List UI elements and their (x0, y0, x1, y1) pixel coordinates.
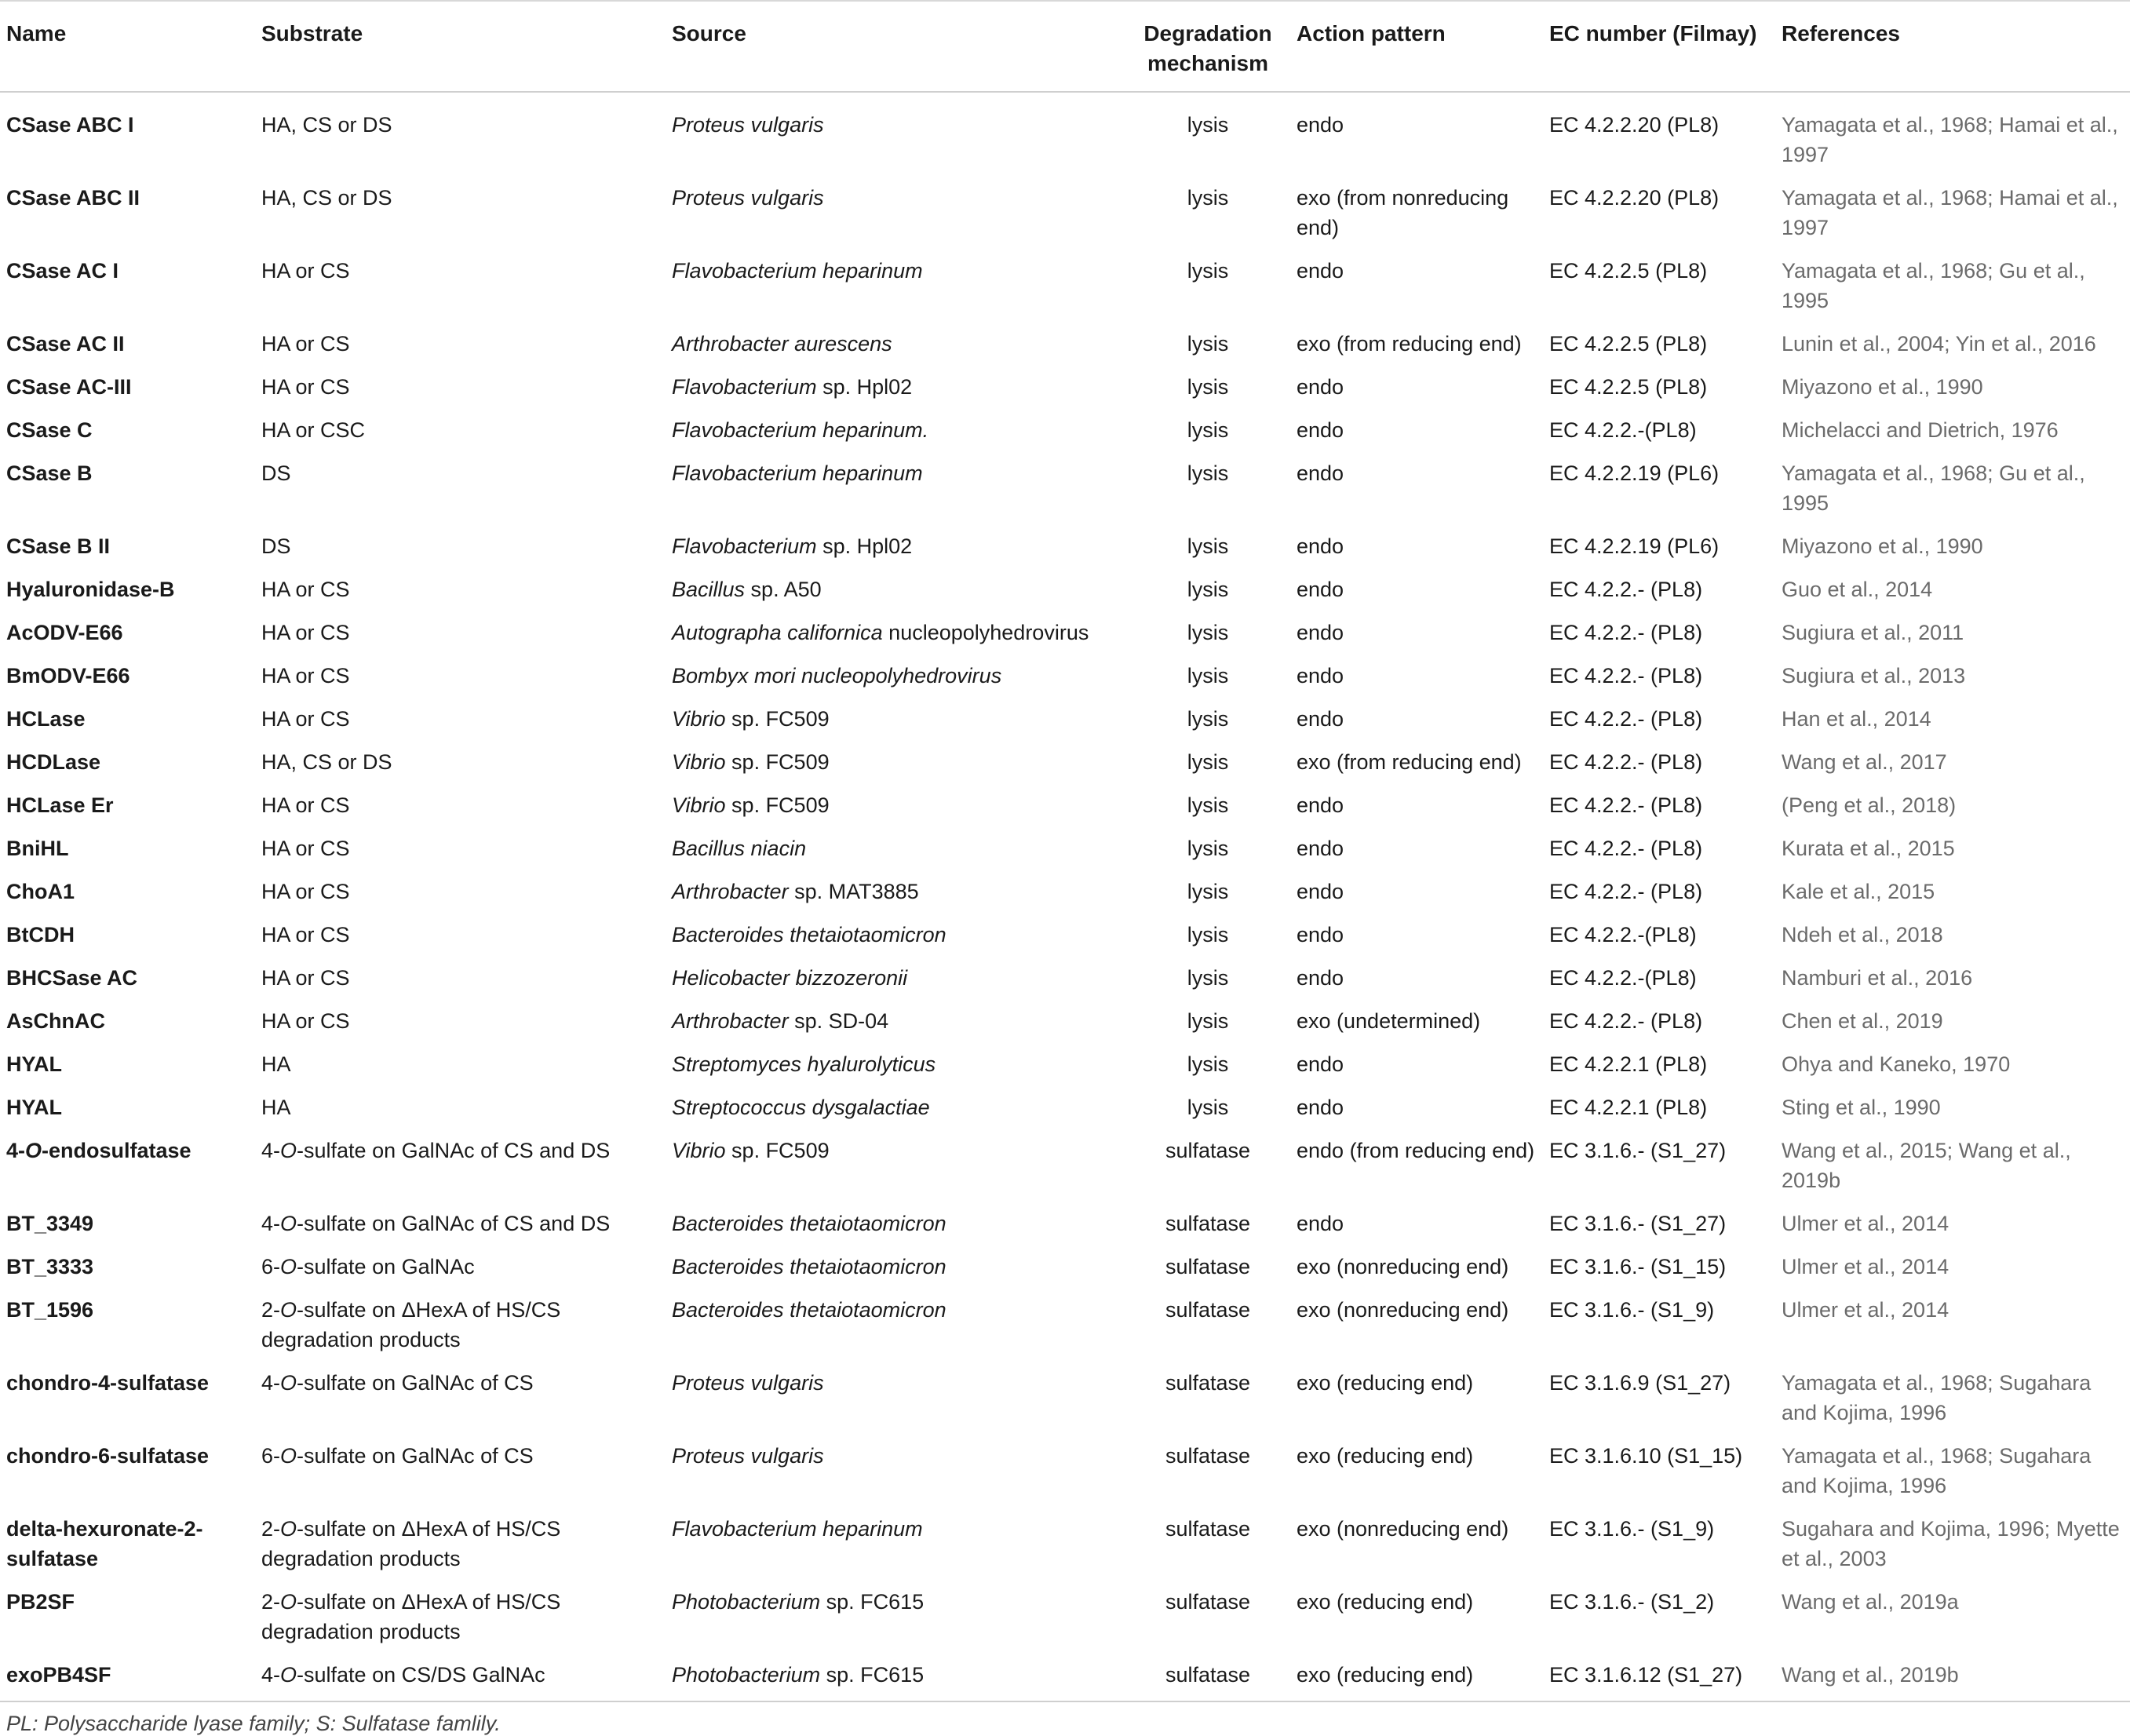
cell-references: Ohya and Kaneko, 1970 (1782, 1052, 2011, 1076)
cell-ec-number: EC 4.2.2.1 (PL8) (1549, 1052, 1708, 1076)
cell-substrate: HA or CS (261, 793, 350, 817)
cell-action-pattern: endo (1297, 707, 1344, 731)
cell-name: chondro-6-sulfatase (6, 1444, 210, 1468)
table-row (0, 913, 2130, 956)
cell-references: Ulmer et al., 2014 (1782, 1298, 1949, 1322)
cell-source: Bacteroides thetaiotaomicron (672, 1255, 946, 1278)
table-row (0, 176, 2130, 249)
cell-ec-number: EC 4.2.2.-(PL8) (1549, 966, 1697, 990)
cell-references: Yamagata et al., 1968; Gu et al., 1995 (1782, 461, 2085, 515)
cell-ec-number: EC 3.1.6.- (S1_9) (1549, 1298, 1715, 1322)
cell-action-pattern: endo (1297, 461, 1344, 485)
cell-substrate: HA, CS or DS (261, 750, 392, 774)
cell-ec-number: EC 3.1.6.10 (S1_15) (1549, 1444, 1743, 1468)
cell-ec-number: EC 3.1.6.- (S1_15) (1549, 1255, 1727, 1278)
table-row (0, 1202, 2130, 1245)
cell-substrate: HA or CS (261, 332, 350, 356)
cell-substrate: 2-O-sulfate on ΔHexA of HS/CS degradation products (261, 1590, 561, 1643)
cell-ec-number: EC 4.2.2.- (PL8) (1549, 621, 1703, 644)
cell-degradation-mechanism: lysis (1187, 461, 1229, 485)
cell-references: Yamagata et al., 1968; Gu et al., 1995 (1782, 259, 2085, 312)
cell-ec-number: EC 4.2.2.- (PL8) (1549, 578, 1703, 601)
cell-source: Bacillus sp. A50 (672, 578, 822, 601)
cell-source: Photobacterium sp. FC615 (666, 1653, 1127, 1701)
cell-name: ChoA1 (6, 880, 75, 903)
cell-references: Han et al., 2014 (1782, 707, 1931, 731)
cell-name: Hyaluronidase-B (6, 578, 175, 601)
cell-references: Miyazono et al., 1990 (1782, 534, 1983, 558)
table-row (0, 999, 2130, 1042)
cell-name: HYAL (6, 1052, 63, 1076)
cell-degradation-mechanism: lysis (1187, 259, 1229, 283)
table-row (0, 870, 2130, 913)
cell-action-pattern: endo (1297, 621, 1344, 644)
table-row (0, 1580, 2130, 1653)
cell-ec-number: EC 3.1.6.- (S1_2) (1549, 1590, 1715, 1614)
table-row (0, 1085, 2130, 1129)
cell-action-pattern: endo (1297, 113, 1344, 137)
cell-action-pattern: exo (nonreducing end) (1297, 1298, 1509, 1322)
cell-action-pattern: endo (1297, 1052, 1344, 1076)
cell-substrate: HA or CS (261, 880, 350, 903)
cell-degradation-mechanism: lysis (1187, 578, 1229, 601)
cell-substrate: 4-O-sulfate on GalNAc of CS and DS (261, 1139, 611, 1162)
cell-references: Wang et al., 2017 (1782, 750, 1947, 774)
cell-action-pattern: exo (reducing end) (1297, 1371, 1474, 1395)
table-row (0, 697, 2130, 740)
cell-name: CSase ABC II (6, 186, 140, 210)
cell-action-pattern: exo (nonreducing end) (1297, 1517, 1509, 1541)
cell-substrate: HA or CSC (261, 418, 366, 442)
table-row (0, 92, 2130, 176)
cell-ec-number: EC 4.2.2.-(PL8) (1549, 923, 1697, 946)
cell-degradation-mechanism: lysis (1187, 707, 1229, 731)
cell-source: Vibrio sp. FC509 (672, 1139, 830, 1162)
cell-name: BT_1596 (6, 1298, 94, 1322)
cell-source: Flavobacterium heparinum (672, 1517, 923, 1541)
cell-source: Vibrio sp. FC509 (672, 707, 830, 731)
cell-substrate: HA (261, 1096, 291, 1119)
cell-ec-number: EC 4.2.2.19 (PL6) (1549, 461, 1720, 485)
table-row (0, 365, 2130, 408)
header-source: Source (666, 1, 1127, 92)
cell-references: (Peng et al., 2018) (1782, 793, 1957, 817)
cell-source: Flavobacterium heparinum (672, 461, 923, 485)
cell-degradation-mechanism: lysis (1187, 621, 1229, 644)
cell-action-pattern: endo (1297, 418, 1344, 442)
cell-action-pattern: endo (1297, 578, 1344, 601)
table-row (0, 1653, 2130, 1701)
cell-substrate: 6-O-sulfate on GalNAc of CS (261, 1444, 534, 1468)
cell-substrate: HA (261, 1052, 291, 1076)
cell-source: Streptococcus dysgalactiae (672, 1096, 930, 1119)
cell-source: Streptomyces hyalurolyticus (672, 1052, 936, 1076)
cell-ec-number: EC 3.1.6.- (S1_27) (1549, 1212, 1727, 1235)
cell-name: CSase AC-III (6, 375, 132, 399)
cell-ec-number: EC 3.1.6.- (S1_27) (1549, 1139, 1727, 1162)
cell-ec-number: EC 4.2.2.- (PL8) (1549, 664, 1703, 687)
cell-action-pattern: endo (1297, 534, 1344, 558)
cell-references: Yamagata et al., 1968; Sugahara and Kojima, 1996 (1782, 1371, 2092, 1424)
cell-name: BT_3333 (6, 1255, 94, 1278)
cell-degradation-mechanism: sulfatase (1165, 1139, 1251, 1162)
cell-degradation-mechanism: lysis (1187, 837, 1229, 860)
cell-source: Bombyx mori nucleopolyhedrovirus (672, 664, 1002, 687)
cell-source: Proteus vulgaris (672, 186, 824, 210)
cell-references: Namburi et al., 2016 (1782, 966, 1973, 990)
cell-ec-number: EC 4.2.2.- (PL8) (1549, 793, 1703, 817)
cell-substrate: 4-O-sulfate on GalNAc of CS (261, 1371, 534, 1395)
cell-ec-number: EC 3.1.6.- (S1_9) (1549, 1517, 1715, 1541)
cell-degradation-mechanism: lysis (1187, 418, 1229, 442)
cell-source: Arthrobacter aurescens (672, 332, 892, 356)
cell-degradation-mechanism: lysis (1187, 375, 1229, 399)
cell-name: CSase AC I (6, 259, 119, 283)
table-row (0, 1129, 2130, 1202)
cell-ec-number: EC 4.2.2.20 (PL8) (1549, 113, 1720, 137)
cell-name: 4-O-endosulfatase (6, 1139, 191, 1162)
cell-name: delta-hexuronate-2-sulfatase (6, 1517, 203, 1570)
cell-source: Helicobacter bizzozeronii (672, 966, 908, 990)
cell-references: Ulmer et al., 2014 (1782, 1255, 1949, 1278)
table-row (0, 567, 2130, 611)
cell-name: BT_3349 (6, 1212, 94, 1235)
cell-source: Vibrio sp. FC509 (672, 793, 830, 817)
cell-references: Yamagata et al., 1968; Hamai et al., 1997 (1782, 113, 2118, 166)
table-row (0, 451, 2130, 524)
cell-action-pattern: endo (1297, 259, 1344, 283)
cell-action-pattern: exo (reducing end) (1297, 1590, 1474, 1614)
cell-substrate: 2-O-sulfate on ΔHexA of HS/CS degradation products (261, 1298, 561, 1351)
cell-degradation-mechanism: lysis (1187, 750, 1229, 774)
cell-substrate: HA, CS or DS (261, 113, 392, 137)
cell-ec-number: EC 4.2.2.- (PL8) (1549, 1009, 1703, 1033)
cell-name: chondro-4-sulfatase (6, 1371, 210, 1395)
cell-references: Sugiura et al., 2013 (1782, 664, 1966, 687)
cell-references: Michelacci and Dietrich, 1976 (1782, 418, 2059, 442)
cell-source: Bacteroides thetaiotaomicron (672, 1212, 946, 1235)
cell-action-pattern: exo (from reducing end) (1297, 332, 1522, 356)
cell-source: Flavobacterium heparinum. (672, 418, 929, 442)
cell-source: Arthrobacter sp. SD-04 (672, 1009, 889, 1033)
cell-ec-number: EC 4.2.2.19 (PL6) (1549, 534, 1720, 558)
cell-action-pattern: endo (1297, 793, 1344, 817)
cell-action-pattern: exo (reducing end) (1297, 1444, 1474, 1468)
cell-references: Sugahara and Kojima, 1996; Myette et al., 2003 (1782, 1517, 2120, 1570)
cell-degradation-mechanism: lysis (1187, 1052, 1229, 1076)
cell-action-pattern: endo (1297, 375, 1344, 399)
table-row (0, 1042, 2130, 1085)
cell-action-pattern: endo (1297, 966, 1344, 990)
cell-degradation-mechanism: lysis (1187, 664, 1229, 687)
cell-substrate: HA or CS (261, 966, 350, 990)
cell-degradation-mechanism: sulfatase (1165, 1444, 1251, 1468)
cell-degradation-mechanism: lysis (1187, 113, 1229, 137)
cell-substrate: HA or CS (261, 259, 350, 283)
cell-source: Proteus vulgaris (672, 1444, 824, 1468)
cell-degradation-mechanism: lysis (1187, 880, 1229, 903)
cell-degradation-mechanism: lysis (1187, 534, 1229, 558)
table-row (0, 1361, 2130, 1434)
cell-references: Sting et al., 1990 (1782, 1096, 1941, 1119)
cell-source: Photobacterium sp. FC615 (672, 1590, 925, 1614)
cell-name: BniHL (6, 837, 69, 860)
cell-degradation-mechanism: sulfatase (1165, 1255, 1251, 1278)
cell-degradation-mechanism: lysis (1187, 1096, 1229, 1119)
cell-name: BtCDH (6, 923, 75, 946)
cell-substrate: HA or CS (261, 375, 350, 399)
cell-references: Kurata et al., 2015 (1782, 837, 1955, 860)
table-row (0, 956, 2130, 999)
cell-substrate: 6-O-sulfate on GalNAc (261, 1255, 475, 1278)
table-row (0, 408, 2130, 451)
table-row (0, 611, 2130, 654)
cell-degradation-mechanism: lysis (1187, 793, 1229, 817)
cell-ec-number: EC 3.1.6.9 (S1_27) (1549, 1371, 1731, 1395)
cell-degradation-mechanism: lysis (1187, 966, 1229, 990)
cell-name: CSase B II (6, 534, 111, 558)
header-ec-number: EC number (Filmay) (1543, 1, 1775, 92)
cell-degradation-mechanism: sulfatase (1165, 1590, 1251, 1614)
cell-ec-number: EC 4.2.2.- (PL8) (1549, 750, 1703, 774)
cell-name: CSase ABC I (6, 113, 134, 137)
table-row (0, 783, 2130, 826)
cell-ec-number: EC 4.2.2.5 (PL8) (1549, 332, 1708, 356)
cell-substrate: HA, CS or DS (261, 186, 392, 210)
cell-substrate: DS (261, 461, 291, 485)
cell-name: AsChnAC (6, 1009, 105, 1033)
cell-degradation-mechanism: sulfatase (1165, 1517, 1251, 1541)
cell-references: Wang et al., 2019a (1782, 1590, 1959, 1614)
cell-action-pattern: exo (nonreducing end) (1297, 1255, 1509, 1278)
header-references: References (1775, 1, 2130, 92)
cell-references: Wang et al., 2015; Wang et al., 2019b (1782, 1139, 2071, 1192)
table-row (0, 740, 2130, 783)
cell-degradation-mechanism: lysis (1187, 923, 1229, 946)
cell-name: BHCSase AC (6, 966, 138, 990)
table-row (0, 1507, 2130, 1580)
table-row (0, 1288, 2130, 1361)
cell-action-pattern: exo (undetermined) (1297, 1009, 1481, 1033)
cell-references: Yamagata et al., 1968; Sugahara and Kojima, 1996 (1782, 1444, 2092, 1497)
cell-degradation-mechanism: sulfatase (1165, 1298, 1251, 1322)
cell-name: HYAL (6, 1096, 63, 1119)
cell-name: BmODV-E66 (6, 664, 130, 687)
cell-name: HCLase Er (6, 793, 114, 817)
cell-action-pattern: endo (1297, 880, 1344, 903)
cell-references: Lunin et al., 2004; Yin et al., 2016 (1782, 332, 2096, 356)
header-action-pattern: Action pattern (1290, 1, 1543, 92)
table-row (0, 654, 2130, 697)
cell-substrate: HA or CS (261, 923, 350, 946)
cell-source: Proteus vulgaris (672, 1371, 824, 1395)
cell-degradation-mechanism: sulfatase (1127, 1653, 1290, 1701)
cell-action-pattern: exo (from reducing end) (1297, 750, 1522, 774)
table-row (0, 1245, 2130, 1288)
cell-references: Guo et al., 2014 (1782, 578, 1933, 601)
cell-source: Bacillus niacin (672, 837, 807, 860)
cell-action-pattern: endo (1297, 664, 1344, 687)
cell-references: Ulmer et al., 2014 (1782, 1212, 1949, 1235)
cell-substrate: 4-O-sulfate on GalNAc of CS and DS (261, 1212, 611, 1235)
cell-substrate: DS (261, 534, 291, 558)
cell-ec-number: EC 4.2.2.-(PL8) (1549, 418, 1697, 442)
cell-source: Bacteroides thetaiotaomicron (672, 1298, 946, 1322)
cell-ec-number: EC 3.1.6.12 (S1_27) (1543, 1653, 1775, 1701)
cell-substrate: HA or CS (261, 664, 350, 687)
cell-references: Chen et al., 2019 (1782, 1009, 1943, 1033)
cell-ec-number: EC 4.2.2.- (PL8) (1549, 837, 1703, 860)
cell-ec-number: EC 4.2.2.5 (PL8) (1549, 259, 1708, 283)
cell-action-pattern: endo (1297, 1212, 1344, 1235)
cell-degradation-mechanism: lysis (1187, 1009, 1229, 1033)
cell-substrate: HA or CS (261, 707, 350, 731)
cell-references: Kale et al., 2015 (1782, 880, 1935, 903)
cell-references: Yamagata et al., 1968; Hamai et al., 1997 (1782, 186, 2118, 239)
cell-name: exoPB4SF (0, 1653, 255, 1701)
cell-substrate: HA or CS (261, 578, 350, 601)
cell-action-pattern: endo (from reducing end) (1297, 1139, 1535, 1162)
table-row (0, 1434, 2130, 1507)
cell-ec-number: EC 4.2.2.20 (PL8) (1549, 186, 1720, 210)
table-header-row (0, 1, 2130, 92)
cell-source: Bacteroides thetaiotaomicron (672, 923, 946, 946)
cell-source: Flavobacterium sp. Hpl02 (672, 534, 913, 558)
cell-name: AcODV-E66 (6, 621, 123, 644)
cell-source: Proteus vulgaris (672, 113, 824, 137)
cell-substrate: HA or CS (261, 837, 350, 860)
cell-action-pattern: endo (1297, 923, 1344, 946)
cell-ec-number: EC 4.2.2.1 (PL8) (1549, 1096, 1708, 1119)
cell-degradation-mechanism: sulfatase (1165, 1212, 1251, 1235)
cell-source: Flavobacterium sp. Hpl02 (672, 375, 913, 399)
table-row (0, 322, 2130, 365)
cell-action-pattern: endo (1297, 837, 1344, 860)
cell-references: Miyazono et al., 1990 (1782, 375, 1983, 399)
cell-references: Sugiura et al., 2011 (1782, 621, 1964, 644)
header-degradation-mechanism: Degradation mechanism (1127, 1, 1290, 92)
table-footnote: PL: Polysaccharide lyase family; S: Sulfatase famlily. (6, 1712, 501, 1735)
cell-degradation-mechanism: lysis (1187, 332, 1229, 356)
cell-name: CSase B (6, 461, 93, 485)
table-row (0, 826, 2130, 870)
cell-ec-number: EC 4.2.2.- (PL8) (1549, 880, 1703, 903)
cell-action-pattern: endo (1297, 1096, 1344, 1119)
cell-substrate: 4-O-sulfate on CS/DS GalNAc (255, 1653, 666, 1701)
cell-name: CSase C (6, 418, 93, 442)
cell-action-pattern: exo (reducing end) (1290, 1653, 1543, 1701)
cell-substrate: HA or CS (261, 621, 350, 644)
cell-degradation-mechanism: sulfatase (1165, 1371, 1251, 1395)
cell-source: Vibrio sp. FC509 (672, 750, 830, 774)
header-substrate: Substrate (255, 1, 666, 92)
header-name: Name (0, 1, 255, 92)
cell-name: HCLase (6, 707, 86, 731)
cell-ec-number: EC 4.2.2.- (PL8) (1549, 707, 1703, 731)
cell-source: Arthrobacter sp. MAT3885 (672, 880, 919, 903)
cell-name: PB2SF (6, 1590, 75, 1614)
table-row (0, 249, 2130, 322)
cell-source: Autographa californica nucleopolyhedrovirus (672, 621, 1089, 644)
cell-references: Ndeh et al., 2018 (1782, 923, 1943, 946)
cell-name: CSase AC II (6, 332, 125, 356)
cell-ec-number: EC 4.2.2.5 (PL8) (1549, 375, 1708, 399)
table-body (0, 92, 2130, 1701)
cell-name: HCDLase (6, 750, 101, 774)
cell-substrate: HA or CS (261, 1009, 350, 1033)
table-row (0, 524, 2130, 567)
cell-source: Flavobacterium heparinum (672, 259, 923, 283)
cell-action-pattern: exo (from nonreducing end) (1297, 186, 1509, 239)
cell-references: Wang et al., 2019b (1775, 1653, 2130, 1701)
cell-degradation-mechanism: lysis (1187, 186, 1229, 210)
cell-substrate: 2-O-sulfate on ΔHexA of HS/CS degradation products (261, 1517, 561, 1570)
